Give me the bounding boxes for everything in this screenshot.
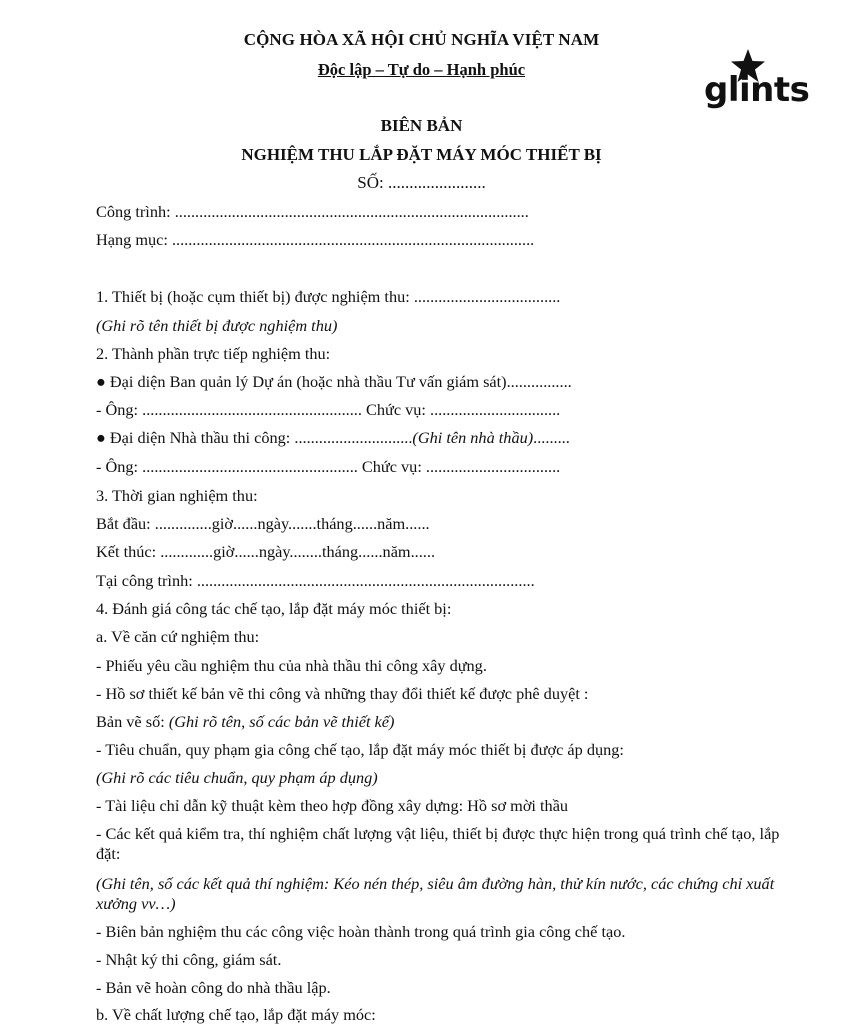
position-dots: ................................ xyxy=(430,400,561,419)
section-4-a-item-3: - Tiêu chuẩn, quy phạm gia công chế tạo, lắp đặt máy móc thiết bị được áp dụng: xyxy=(96,740,624,759)
section-4: 4. Đánh giá công tác chế tạo, lắp đặt máy móc thiết bị: xyxy=(96,599,452,618)
section-2: 2. Thành phần trực tiếp nghiệm thu: xyxy=(96,344,331,363)
document-number: SỐ: ....................... xyxy=(357,173,486,192)
document-subtitle: NGHIỆM THU LẮP ĐẶT MÁY MÓC THIẾT BỊ xyxy=(241,145,602,164)
section-3-start: Bắt đầu: ..............giờ......ngày.......tháng......năm...... xyxy=(96,514,430,533)
contractor-label: ● Đại diện Nhà thầu thi công: ............................. xyxy=(96,428,413,447)
logo-text: glints xyxy=(704,70,810,110)
contractor-dots: ......... xyxy=(533,428,570,447)
contractor-note: (Ghi tên nhà thầu) xyxy=(412,428,534,447)
cong-trinh-line: Công trình: ....................................................................................... xyxy=(96,202,529,221)
section-1-note: (Ghi rõ tên thiết bị được nghiệm thu) xyxy=(96,316,338,335)
section-3-end: Kết thúc: .............giờ......ngày........tháng......năm...... xyxy=(96,542,436,561)
section-4-a-item-5: - Các kết quả kiểm tra, thí nghiệm chất lượng vật liệu, thiết bị được thực hiện trong quá trình chế tạo, lắp đặt: xyxy=(96,824,780,863)
national-title: CỘNG HÒA XÃ HỘI CHỦ NGHĨA VIỆT NAM xyxy=(243,30,600,49)
drawing-label: Bản vẽ số: xyxy=(96,712,169,731)
person-label: - Ông: ...................................................... Chức vụ: xyxy=(96,400,430,419)
section-3: 3. Thời gian nghiệm thu: xyxy=(96,486,258,505)
section-4-a-item-3-note: (Ghi rõ các tiêu chuẩn, quy phạm áp dụng) xyxy=(96,768,378,787)
section-4-a-item-5-note: (Ghi tên, số các kết quả thí nghiệm: Kéo nén thép, siêu âm đường hàn, thử kín nước, các chứng chỉ xuất xưởng vv…) xyxy=(96,874,775,913)
section-2-contractor xyxy=(96,428,570,448)
section-4-a-item-4: - Tài liệu chỉ dẫn kỹ thuật kèm theo hợp đồng xây dựng: Hồ sơ mời thầu xyxy=(96,796,569,815)
section-4-a-item-2: - Hồ sơ thiết kế bản vẽ thi công và những thay đổi thiết kế được phê duyệt : xyxy=(96,684,589,703)
section-4-a-drawing xyxy=(96,712,394,732)
section-3-place: Tại công trình: ................................................................................... xyxy=(96,571,535,590)
section-4-b: b. Về chất lượng chế tạo, lắp đặt máy móc: xyxy=(96,1005,376,1024)
section-2-contractor-person: - Ông: ..................................................... Chức vụ: ................................. xyxy=(96,457,561,476)
section-1: 1. Thiết bị (hoặc cụm thiết bị) được nghiệm thu: .................................... xyxy=(96,287,561,306)
glints-logo xyxy=(704,48,810,118)
section-2-pmu-person xyxy=(96,400,560,420)
hang-muc-line: Hạng mục: ......................................................................................... xyxy=(96,230,535,249)
section-4-a-item-1: - Phiếu yêu cầu nghiệm thu của nhà thầu thi công xây dựng. xyxy=(96,656,487,675)
drawing-note: (Ghi rõ tên, số các bản vẽ thiết kế) xyxy=(168,712,395,731)
section-4-a: a. Về căn cứ nghiệm thu: xyxy=(96,627,260,646)
section-4-a-item-6: - Biên bản nghiệm thu các công việc hoàn thành trong quá trình gia công chế tạo. xyxy=(96,922,626,941)
section-4-a-item-7: - Nhật ký thi công, giám sát. xyxy=(96,950,282,969)
document-title: BIÊN BẢN xyxy=(380,116,463,135)
section-2-pmu: ● Đại diện Ban quản lý Dự án (hoặc nhà thầu Tư vấn giám sát)................ xyxy=(96,372,572,391)
section-4-a-item-8: - Bản vẽ hoàn công do nhà thầu lập. xyxy=(96,978,331,997)
national-motto: Độc lập – Tự do – Hạnh phúc xyxy=(317,60,526,79)
